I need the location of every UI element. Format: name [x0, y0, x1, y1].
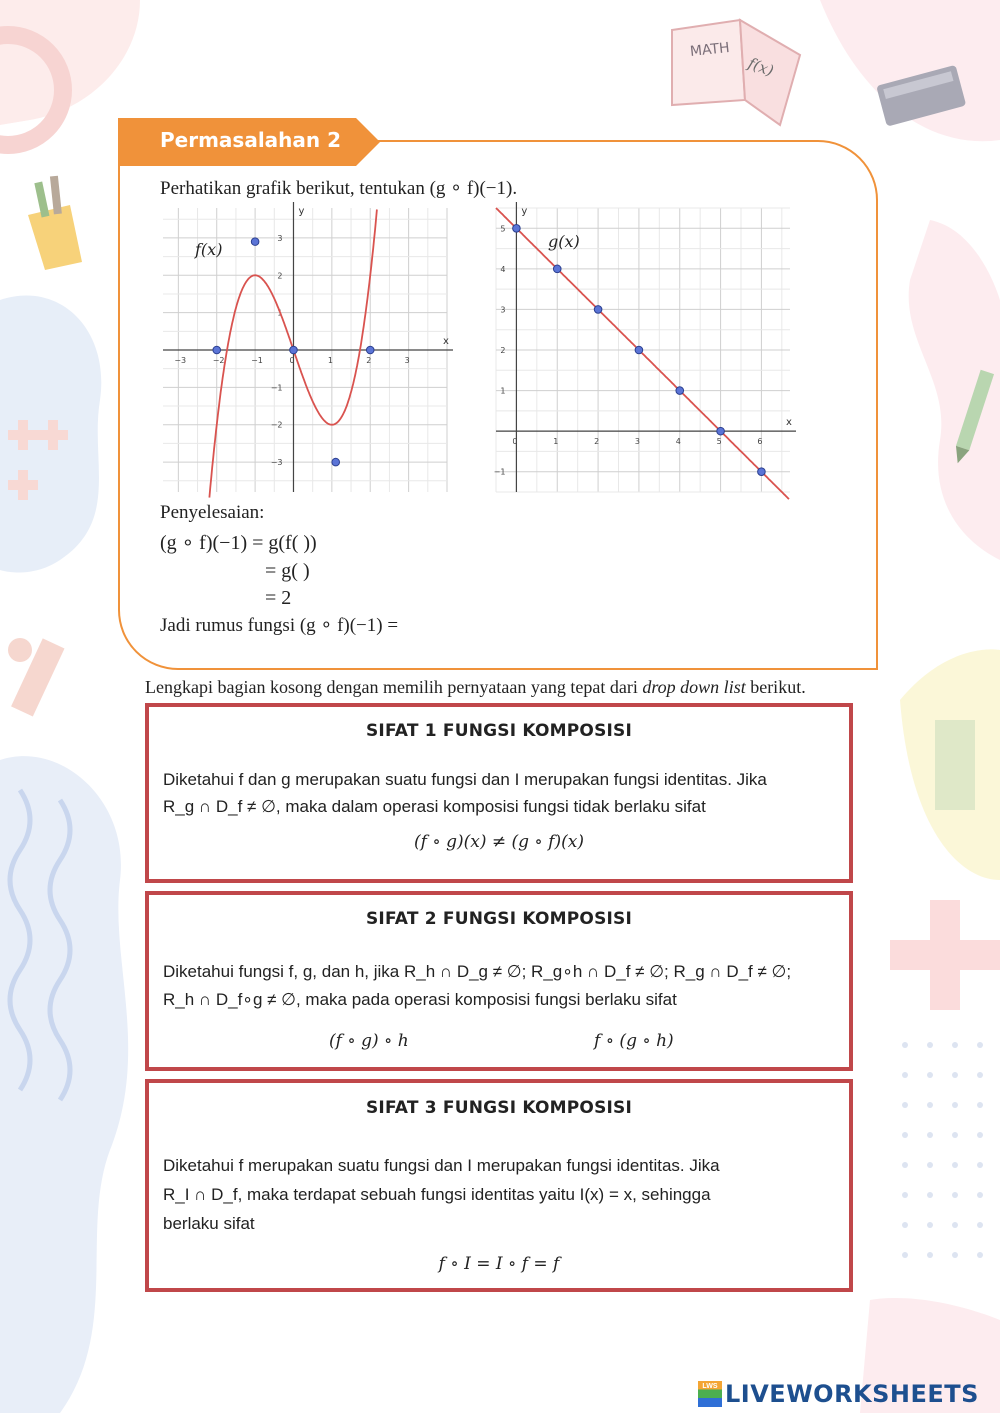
series-label: f(x): [195, 240, 223, 259]
sifat2-line1: Diketahui fungsi f, g, dan h, jika R_h ∩ D_g ≠ ∅; R_g∘h ∩ D_f ≠ ∅; R_g ∩ D_f ≠ ∅;: [163, 962, 792, 981]
math-book-label: MATH: [689, 39, 731, 61]
y-axis-label: y: [298, 206, 305, 217]
y-tick-label: 3: [277, 233, 283, 243]
x-tick-label: 4: [675, 437, 681, 447]
x-axis-label: x: [443, 336, 449, 347]
data-point: [290, 346, 298, 354]
data-point: [251, 238, 259, 246]
x-tick-label: 0: [512, 437, 518, 447]
data-point: [676, 387, 684, 395]
instruction-suffix: berikut.: [750, 677, 806, 697]
problem-tab-label: Permasalahan 2: [160, 128, 342, 152]
y-tick-label: −1: [270, 383, 283, 393]
brand-name: LIVEWORKSHEETS: [725, 1380, 979, 1408]
x-tick-label: −1: [251, 356, 263, 365]
series-label: g(x): [548, 232, 580, 251]
y-tick-label: −2: [270, 420, 283, 430]
x-tick-label: −2: [212, 356, 225, 365]
sifat3-title: SIFAT 3 FUNGSI KOMPOSISI: [365, 1098, 633, 1118]
x-tick-label: 3: [634, 437, 641, 447]
brand-logo: [698, 1380, 979, 1408]
data-point: [332, 458, 340, 466]
sifat2-formula-right: f ∘ (g ∘ h): [594, 1031, 674, 1051]
data-point: [553, 265, 561, 273]
problem-tab: [118, 118, 380, 166]
instruction-prefix: Lengkapi bagian kosong dengan memilih pernyataan yang tepat dari: [145, 677, 638, 697]
y-tick-label: −1: [493, 467, 506, 477]
x-tick-label: 2: [366, 356, 372, 365]
instruction: [145, 677, 806, 698]
sifat2-box: [145, 891, 853, 1071]
sifat3-line2: R_I ∩ D_f, maka terdapat sebuah fungsi identitas yaitu I(x) = x, sehingga: [163, 1185, 711, 1204]
solution-heading: Penyelesaian:: [160, 502, 265, 523]
sifat2-title: SIFAT 2 FUNGSI KOMPOSISI: [365, 909, 633, 929]
sifat2-formula-left: (f ∘ g) ∘ h: [329, 1031, 409, 1051]
g-curve: [493, 208, 789, 499]
solution-step-2: = g( ): [265, 560, 310, 582]
data-point: [594, 306, 602, 314]
x-axis-label: x: [786, 417, 792, 429]
sifat1-box: [145, 703, 853, 883]
data-point: [635, 346, 643, 354]
x-tick-label: −3: [174, 356, 187, 365]
sifat3-formula: f ∘ I = I ∘ f = f: [438, 1254, 560, 1274]
y-tick-label: 4: [500, 264, 506, 274]
y-tick-label: 1: [277, 308, 283, 318]
sifat1-title: SIFAT 1 FUNGSI KOMPOSISI: [365, 721, 633, 741]
y-tick-label: 1: [500, 386, 506, 396]
sifat3-line1: Diketahui f merupakan suatu fungsi dan I merupakan fungsi identitas. Jika: [163, 1156, 720, 1175]
fx-doodle: f(x): [745, 54, 777, 80]
data-point: [213, 346, 221, 354]
sifat1-line1: Diketahui f dan g merupakan suatu fungsi dan I merupakan fungsi identitas. Jika: [163, 770, 767, 789]
sifat3-line3: berlaku sifat: [163, 1214, 255, 1233]
y-tick-label: 5: [500, 224, 506, 234]
data-point: [758, 468, 766, 476]
problem-question: Perhatikan grafik berikut, tentukan (g ∘ f)(−1).: [160, 178, 518, 199]
x-tick-label: 0: [289, 356, 295, 365]
x-tick-label: 5: [716, 437, 722, 447]
y-tick-label: 3: [500, 305, 506, 315]
chart-g: [488, 200, 798, 500]
x-tick-label: 2: [594, 437, 600, 447]
data-point: [717, 427, 725, 435]
y-tick-label: 2: [500, 346, 506, 355]
solution-conclusion: Jadi rumus fungsi (g ∘ f)(−1) =: [160, 615, 399, 636]
y-axis-label: y: [521, 206, 528, 217]
sifat3-box: [145, 1079, 853, 1292]
instruction-emphasis: drop down list: [642, 677, 746, 697]
x-tick-label: 3: [404, 356, 410, 365]
sifat1-formula: (f ∘ g)(x) ≠ (g ∘ f)(x): [414, 832, 584, 852]
solution-step-3: = 2: [265, 587, 292, 609]
sifat2-line2: R_h ∩ D_f∘g ≠ ∅, maka pada operasi komposisi fungsi berlaku sifat: [163, 990, 677, 1009]
x-tick-label: 1: [327, 356, 333, 365]
brand-logo-icon: LWS: [698, 1381, 722, 1407]
data-point: [366, 346, 374, 354]
sifat1-line2: R_g ∩ D_f ≠ ∅, maka dalam operasi komposisi fungsi tidak berlaku sifat: [163, 797, 706, 816]
data-point: [513, 224, 521, 232]
y-tick-label: 2: [277, 271, 283, 281]
x-tick-label: 6: [757, 437, 763, 447]
solution-step-1: (g ∘ f)(−1) = g(f( )): [160, 532, 317, 554]
x-tick-label: 1: [553, 437, 559, 447]
y-tick-label: −3: [270, 458, 283, 468]
chart-f: [155, 200, 455, 500]
